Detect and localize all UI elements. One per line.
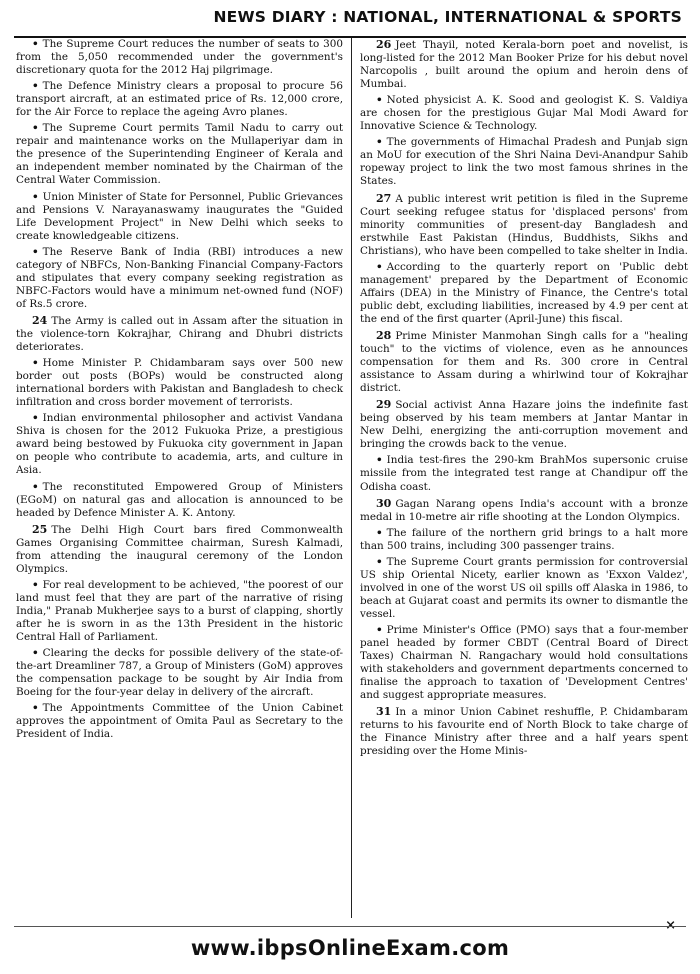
bullet-icon: • [376,555,383,568]
entry-text: The Supreme Court grants permission for controversial US ship Oriental Nicety, earlier known as 'Exxon Valdez', involved in one of the worst US oil spills off Alaska in 1986, to beach at Gujarat coast and permits its owner to dismantle the vessel. [360,555,688,620]
news-entry [360,136,688,188]
bullet-icon: • [376,94,383,107]
page-header [14,4,686,38]
entry-date: 24 [32,313,48,327]
news-entry [360,398,688,451]
entry-text: The Supreme Court permits Tamil Nadu to carry out repair and maintenance works on the Mullaperiyar dam in the presence of the Superintending Engineer of Kerala and an independent member nominated by the Chairman of the Central Water Commission. [16,122,343,187]
entry-text: The Delhi High Court bars fired Commonwealth Games Organising Committee chairman, Suresh Kalmadi, from attending the inaugural ceremony of the London Olympics. [16,523,343,575]
bullet-icon: • [376,526,383,539]
entry-text: In a minor Union Cabinet reshuffle, P. Chidambaram returns to his favourite end of North Block to take charge of the Finance Ministry after three and a half years spent presiding over the Home Minis- [360,706,688,758]
news-entry [16,702,343,741]
entry-text: Prime Minister's Office (PMO) says that a four-member panel headed by former CBDT (Central Board of Direct Taxes) Chairman N. Rangachary would hold consultations with stakeholders and government departments concerned to finalise the approach to taxation of 'Development Centres' and suggest appropriate measures. [360,623,688,702]
news-entry [360,454,688,493]
footer-divider [14,926,686,927]
entry-date: 26 [376,38,392,51]
news-entry [16,481,343,520]
entry-text: According to the quarterly report on 'Public debt management' prepared by the Department of Economic Affairs (DEA) in the Ministry of Finance, the Centre's total public debt, excluding liabilities, increased by 4.9 per cent at the end of the first quarter (April-June) this fiscal. [360,260,688,325]
entry-text: The Reserve Bank of India (RBI) introduces a new category of NBFCs, Non-Banking Financial Company-Factors and stipulates that every company seeking registration as NBFC-Factors would have a minimum net-owned fund (NOF) of Rs.5 crore. [16,245,343,310]
news-entry [16,38,343,77]
news-entry [16,191,343,243]
entry-date: 25 [32,522,48,536]
entry-date: 28 [376,328,392,342]
news-entry [16,412,343,477]
news-columns [16,38,688,918]
bullet-icon: • [32,122,39,135]
news-entry [16,122,343,187]
news-entry [16,523,343,576]
bullet-icon: • [376,136,383,149]
bullet-icon: • [32,245,39,258]
bullet-icon: • [32,80,39,93]
entry-text: The governments of Himachal Pradesh and Punjab sign an MoU for execution of the Shri Naina Devi-Anandpur Sahib ropeway project to link the two most famous shrines in the States. [360,136,688,188]
news-entry [360,38,688,91]
entry-text: Union Minister of State for Personnel, Public Grievances and Pensions V. Narayanaswamy inaugurates the "Guided Life Development Project" in New Delhi which seeks to create knowledgeable citizens. [16,190,343,242]
entry-date: 30 [376,496,392,510]
bullet-icon: • [376,260,383,273]
entry-text: The Defence Ministry clears a proposal to procure 56 transport aircraft, at an estimated price of Rs. 12,000 crore, for the Air Force to replace the ageing Avro planes. [16,80,343,119]
news-entry [16,357,343,409]
news-entry [360,192,688,258]
news-entry [360,624,688,702]
entry-date: 29 [376,398,392,412]
news-entry [360,261,688,326]
news-entry [360,705,688,758]
entry-text: Noted physicist A. K. Sood and geologist K. S. Valdiya are chosen for the prestigious Gujar Mal Modi Award for Innovative Science & Technology. [360,94,688,133]
news-entry [360,329,688,395]
news-entry [360,527,688,553]
news-entry [360,94,688,133]
bullet-icon: • [376,623,383,636]
news-entry [16,647,343,699]
entry-text: A public interest writ petition is filed in the Supreme Court seeking refugee status for 'displaced persons' from minority communities of present-day Bangladesh and erstwhile East Pakistan (Hindus, Buddhists, Sikhs and Christians), who have been compelled to take shelter in India. [360,192,688,257]
entry-text: The reconstituted Empowered Group of Ministers (EGoM) on natural gas and allocation is announced to be headed by Defence Minister A. K. Antony. [16,480,343,519]
news-entry [360,556,688,621]
news-entry [16,314,343,354]
bullet-icon: • [32,480,39,493]
bullet-icon: • [32,578,39,591]
entry-text: Prime Minister Manmohan Singh calls for a "healing touch" to the victims of violence, even as he announces compensation for them and Rs. 300 crore in Central assistance to Assam during a whirlwind tour of Kokrajhar district. [360,329,688,395]
page-title: NEWS DIARY : NATIONAL, INTERNATIONAL & SPORTS [213,8,682,26]
entry-date: 31 [376,705,392,719]
bullet-icon: • [32,357,39,370]
bullet-icon: • [32,702,39,715]
entry-text: Clearing the decks for possible delivery of the state-of-the-art Dreamliner 787, a Group of Ministers (GoM) approves the compensation package to be sought by Air India from Boeing for the four-year delay in delivery of the aircraft. [16,647,343,699]
news-entry [360,497,688,524]
news-entry [16,579,343,644]
news-entry [16,246,343,311]
left-column [16,38,352,918]
bullet-icon: • [32,38,39,50]
entry-text: Indian environmental philosopher and activist Vandana Shiva is chosen for the 2012 Fukuoka Prize, a prestigious award being bestowed by Fukuoka city government in Japan on people who contribute to academia, arts, and culture in Asia. [16,412,343,477]
news-entry [16,80,343,119]
footer-website-url: www.ibpsOnlineExam.com [190,936,510,960]
bullet-icon: • [32,647,39,660]
entry-text: Social activist Anna Hazare joins the indefinite fast being observed by his team members at Jantar Mantar in New Delhi, energizing the anti-corruption movement and bringing the crowds back to the venue. [360,399,688,451]
entry-date: 27 [376,191,392,205]
entry-text: For real development to be achieved, "the poorest of our land must feel that they are part of the narrative of rising India," Pranab Mukherjee says to a burst of clapping, shortly after he is sworn in as the 13th President in the historic Central Hall of Parliament. [16,578,343,644]
entry-text: Gagan Narang opens India's account with a bronze medal in 10-metre air rifle shooting at the London Olympics. [360,497,688,523]
entry-text: Home Minister P. Chidambaram says over 500 new border out posts (BOPs) would be constructed along international borders with Pakistan and Bangladesh to check infiltration and cross border movement of terrorists. [16,357,343,409]
bullet-icon: • [32,412,39,425]
entry-text: The Appointments Committee of the Union Cabinet approves the appointment of Omita Paul as Secretary to the President of India. [16,702,343,741]
entry-text: The Supreme Court reduces the number of seats to 300 from the 5,050 recommended under the government's discretionary quota for the 2012 Haj pilgrimage. [16,38,343,77]
bullet-icon: • [376,454,383,467]
entry-text: The failure of the northern grid brings to a halt more than 500 trains, including 300 passenger trains. [360,526,688,552]
entry-text: The Army is called out in Assam after the situation in the violence-torn Kokrajhar, Chirang and Dhubri districts deteriorates. [16,314,343,354]
right-column [352,38,688,918]
bullet-icon: • [32,190,39,203]
entry-text: Jeet Thayil, noted Kerala-born poet and novelist, is long-listed for the 2012 Man Booker Prize for his debut novel Narcopolis , built around the opium and heroin dens of Mumbai. [360,39,688,91]
entry-text: India test-fires the 290-km BrahMos supersonic cruise missile from the integrated test range at Chandipur off the Odisha coast. [360,454,688,493]
